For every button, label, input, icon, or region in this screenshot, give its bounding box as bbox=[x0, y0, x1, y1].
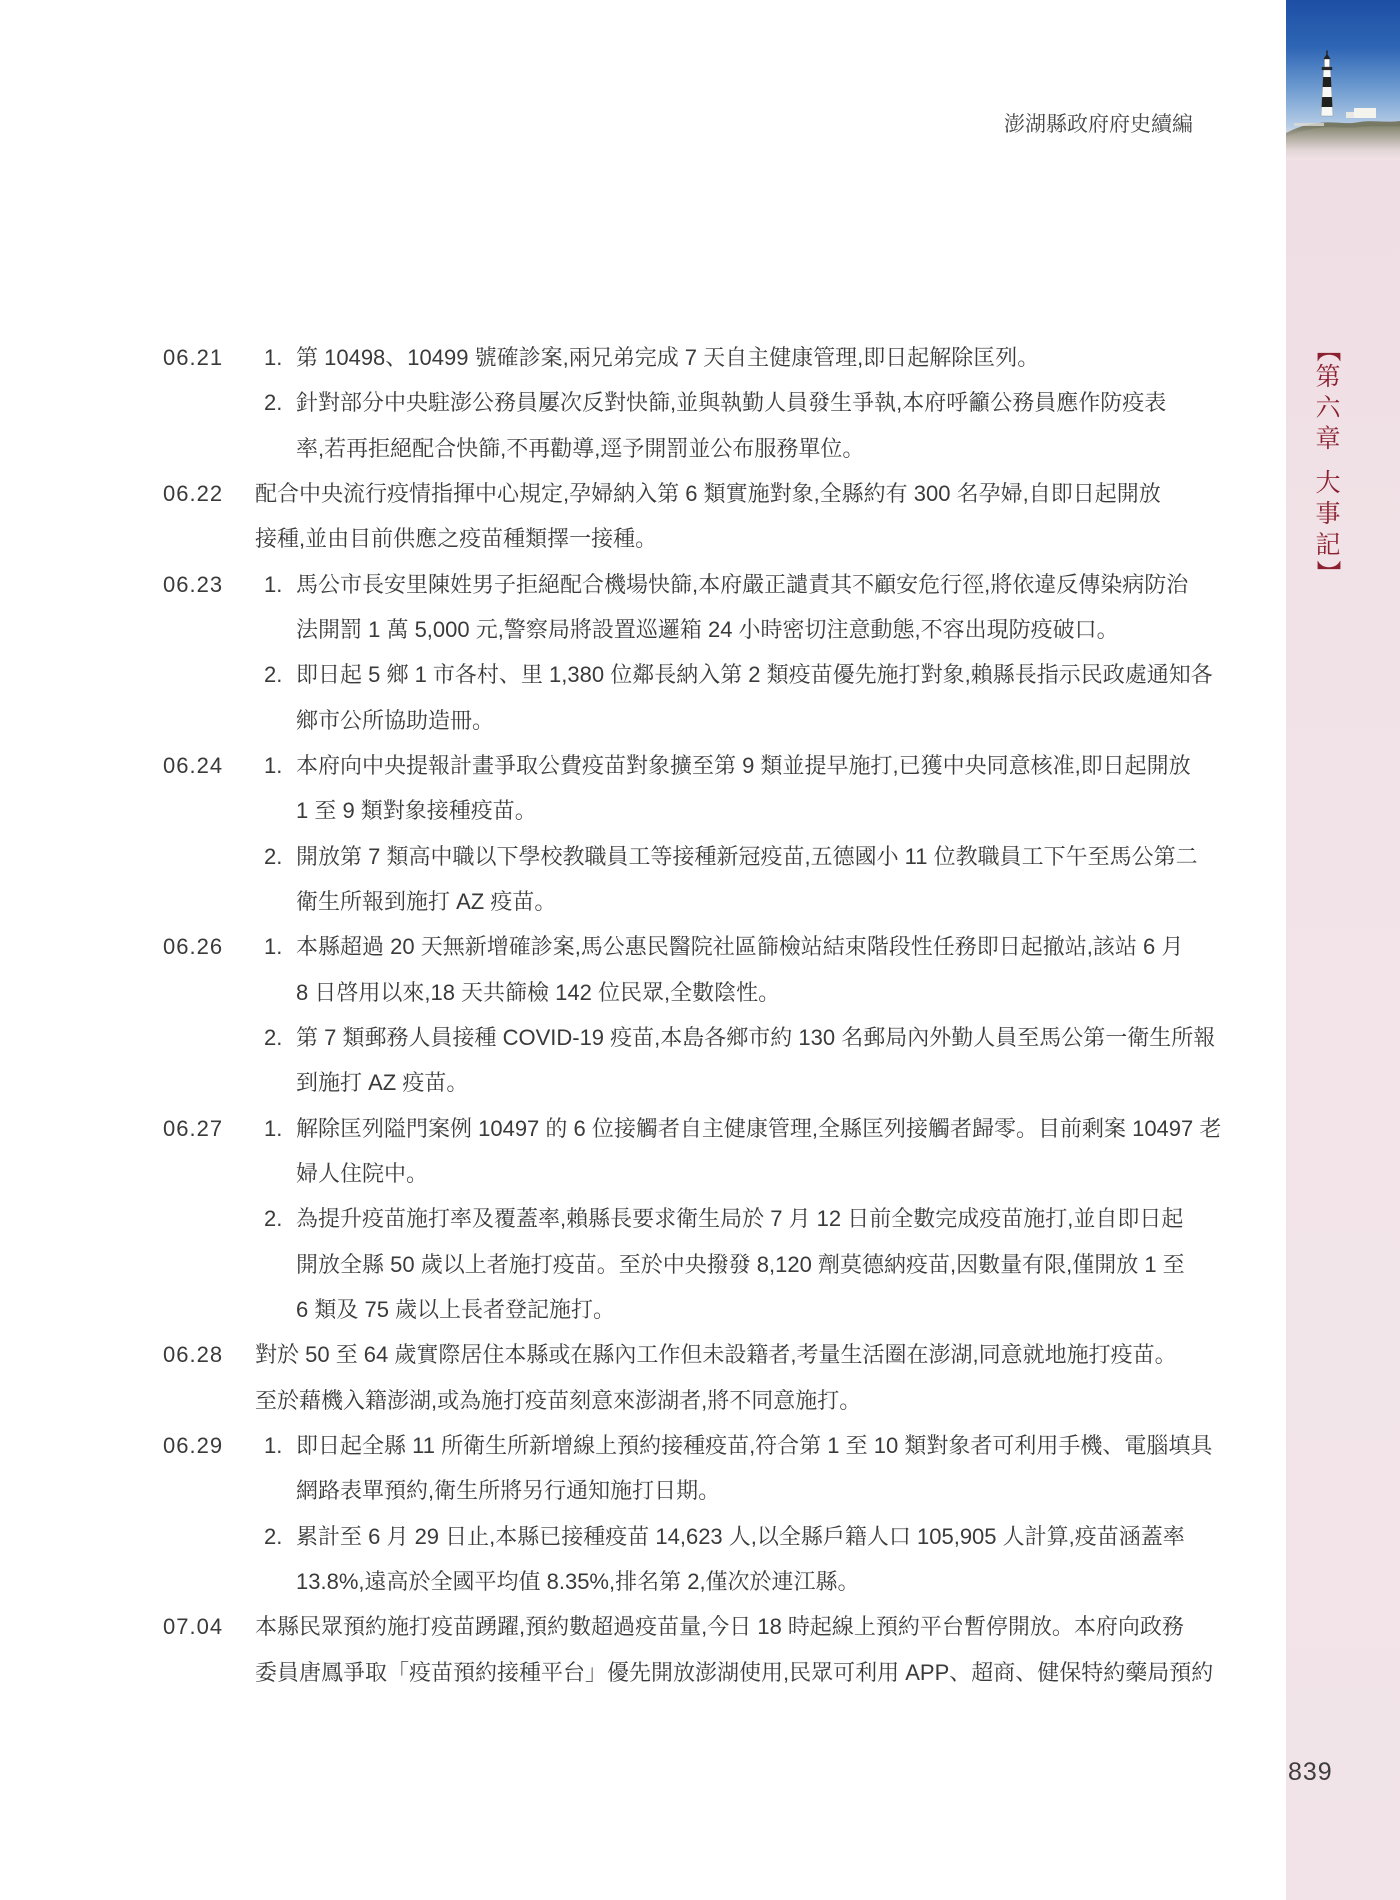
text-line bbox=[0, 834, 1400, 879]
line-text: 接種,並由目前供應之疫苗種類擇一接種。 bbox=[255, 526, 658, 552]
line-text: 本縣超過 20 天無新增確診案,馬公惠民醫院社區篩檢站結束階段性任務即日起撤站,該站 6 月 bbox=[296, 934, 1184, 960]
line-text: 網路表單預約,衛生所將另行通知施打日期。 bbox=[296, 1478, 721, 1504]
entry-date: 06.29 bbox=[163, 1432, 224, 1458]
text-line bbox=[0, 743, 1400, 788]
item-number: 2. bbox=[264, 1206, 283, 1232]
entry-date: 06.24 bbox=[163, 752, 224, 778]
line-text: 本縣民眾預約施打疫苗踴躍,預約數超過疫苗量,今日 18 時起線上預約平台暫停開放。本府向政務 bbox=[255, 1614, 1184, 1640]
text-line bbox=[0, 1378, 1400, 1423]
line-text: 即日起全縣 11 所衛生所新增線上預約接種疫苗,符合第 1 至 10 類對象者可利用手機、電腦填具 bbox=[296, 1432, 1213, 1458]
text-line bbox=[0, 468, 1400, 516]
item-number: 1. bbox=[264, 1432, 283, 1458]
line-text: 13.8%,遠高於全國平均值 8.35%,排名第 2,僅次於連江縣。 bbox=[296, 1568, 860, 1594]
chapter-char: 記 bbox=[1315, 530, 1341, 559]
line-text: 委員唐鳳爭取「疫苗預約接種平台」優先開放澎湖使用,民眾可利用 APP、超商、健保特約藥局預約 bbox=[255, 1659, 1214, 1685]
entry-date: 07.04 bbox=[163, 1614, 224, 1640]
text-line bbox=[0, 1106, 1400, 1151]
text-line bbox=[0, 516, 1400, 561]
item-number: 2. bbox=[264, 390, 283, 416]
line-text: 對於 50 至 64 歲實際居住本縣或在縣內工作但未設籍者,考量生活圈在澎湖,同意就地施打疫苗。 bbox=[255, 1342, 1177, 1368]
entry-date: 06.26 bbox=[163, 934, 224, 960]
item-number: 1. bbox=[264, 1115, 283, 1141]
text-line bbox=[0, 652, 1400, 697]
line-text: 至於藉機入籍澎湖,或為施打疫苗刻意來澎湖者,將不同意施打。 bbox=[255, 1387, 862, 1413]
text-line bbox=[0, 1196, 1400, 1241]
text-line bbox=[0, 1514, 1400, 1559]
line-text: 8 日啓用以來,18 天共篩檢 142 位民眾,全數陰性。 bbox=[296, 979, 781, 1005]
line-text: 累計至 6 月 29 日止,本縣已接種疫苗 14,623 人,以全縣戶籍人口 105,905 人計算,疫苗涵蓋率 bbox=[296, 1523, 1185, 1549]
text-line bbox=[0, 607, 1400, 652]
line-text: 為提升疫苗施打率及覆蓋率,賴縣長要求衛生局於 7 月 12 日前全數完成疫苗施打,並自即日起 bbox=[296, 1206, 1184, 1232]
item-number: 1. bbox=[264, 934, 283, 960]
entry-date: 06.27 bbox=[163, 1115, 224, 1141]
line-text: 婦人住院中。 bbox=[296, 1160, 429, 1186]
text-line bbox=[0, 788, 1400, 833]
text-line bbox=[0, 1604, 1400, 1649]
text-line bbox=[0, 698, 1400, 743]
item-number: 2. bbox=[264, 1024, 283, 1050]
line-text: 鄉市公所協助造冊。 bbox=[296, 707, 495, 733]
item-number: 2. bbox=[264, 843, 283, 869]
line-text: 配合中央流行疫情指揮中心規定,孕婦納入第 6 類實施對象,全縣約有 300 名孕婦,自即日起開放 bbox=[255, 480, 1161, 506]
item-number: 1. bbox=[264, 571, 283, 597]
line-text: 法開罰 1 萬 5,000 元,警察局將設置巡邏箱 24 小時密切注意動態,不容出現防疫破口。 bbox=[296, 616, 1119, 642]
line-text: 本府向中央提報計畫爭取公費疫苗對象擴至第 9 類並提早施打,已獲中央同意核准,即日起開放 bbox=[296, 752, 1191, 778]
entry-date: 06.22 bbox=[163, 480, 224, 506]
chapter-char: 大 bbox=[1315, 468, 1341, 497]
entries bbox=[0, 335, 1400, 1695]
text-line bbox=[0, 1287, 1400, 1332]
line-text: 針對部分中央駐澎公務員屢次反對快篩,並與執勤人員發生爭執,本府呼籲公務員應作防疫表 bbox=[296, 390, 1167, 416]
text-line bbox=[0, 1423, 1400, 1468]
chapter-char: 六 bbox=[1315, 393, 1341, 422]
text-line bbox=[0, 924, 1400, 969]
chapter-char: 章 bbox=[1315, 424, 1341, 453]
line-text: 率,若再拒絕配合快篩,不再勸導,逕予開罰並公布服務單位。 bbox=[296, 435, 865, 461]
line-text: 第 10498、10499 號確診案,兩兄弟完成 7 天自主健康管理,即日起解除匡列。 bbox=[296, 345, 1040, 370]
entry-date: 06.21 bbox=[163, 345, 224, 370]
line-text: 6 類及 75 歲以上長者登記施打。 bbox=[296, 1296, 616, 1322]
text-line bbox=[0, 335, 1400, 380]
item-number: 1. bbox=[264, 345, 283, 370]
line-text: 1 至 9 類對象接種疫苗。 bbox=[296, 798, 537, 824]
building bbox=[1354, 108, 1376, 118]
line-text: 即日起 5 鄉 1 市各村、里 1,380 位鄰長納入第 2 類疫苗優先施打對象,賴縣長指示民政處通知各 bbox=[296, 662, 1213, 688]
text-line bbox=[0, 1559, 1400, 1604]
chapter-char: 事 bbox=[1315, 499, 1341, 528]
text-line bbox=[0, 1242, 1400, 1287]
wall bbox=[1294, 123, 1324, 126]
text-line bbox=[0, 879, 1400, 924]
chapter-bracket: 】 bbox=[1314, 560, 1342, 584]
item-number: 2. bbox=[264, 1523, 283, 1549]
building-small bbox=[1346, 112, 1354, 118]
text-line bbox=[0, 1332, 1400, 1377]
text-line bbox=[0, 1151, 1400, 1196]
text-line bbox=[0, 380, 1400, 425]
line-text: 第 7 類郵務人員接種 COVID-19 疫苗,本島各鄉市約 130 名郵局內外勤人員至馬公第一衛生所報 bbox=[296, 1024, 1216, 1050]
lighthouse-photo bbox=[1286, 0, 1400, 160]
line-text: 衛生所報到施打 AZ 疫苗。 bbox=[296, 888, 557, 914]
line-text: 馬公市長安里陳姓男子拒絕配合機場快篩,本府嚴正譴責其不顧安危行徑,將依違反傳染病防治 bbox=[296, 571, 1189, 597]
text-line bbox=[0, 1060, 1400, 1105]
chapter-bracket: 【 bbox=[1314, 338, 1342, 362]
entry-date: 06.23 bbox=[163, 571, 224, 597]
page-number: 839 bbox=[1288, 1758, 1333, 1786]
line-text: 到施打 AZ 疫苗。 bbox=[296, 1070, 469, 1096]
text-line bbox=[0, 970, 1400, 1015]
line-text: 開放第 7 類高中職以下學校教職員工等接種新冠疫苗,五德國小 11 位教職員工下午至馬公第二 bbox=[296, 843, 1198, 869]
text-line bbox=[0, 562, 1400, 607]
line-text: 解除匡列隘門案例 10497 的 6 位接觸者自主健康管理,全縣匡列接觸者歸零。目前剩案 10497 老 bbox=[296, 1115, 1222, 1141]
item-number: 2. bbox=[264, 662, 283, 688]
text-line bbox=[0, 1650, 1400, 1695]
text-line bbox=[0, 426, 1400, 471]
page-header-title: 澎湖縣政府府史續編 bbox=[1004, 113, 1193, 136]
text-line bbox=[0, 1468, 1400, 1513]
item-number: 1. bbox=[264, 752, 283, 778]
mist bbox=[1286, 126, 1400, 160]
chapter-char: 第 bbox=[1315, 362, 1341, 391]
line-text: 開放全縣 50 歲以上者施打疫苗。至於中央撥發 8,120 劑莫德納疫苗,因數量有限,僅開放 1 至 bbox=[296, 1251, 1185, 1277]
text-line bbox=[0, 1015, 1400, 1060]
entry-date: 06.28 bbox=[163, 1342, 224, 1368]
